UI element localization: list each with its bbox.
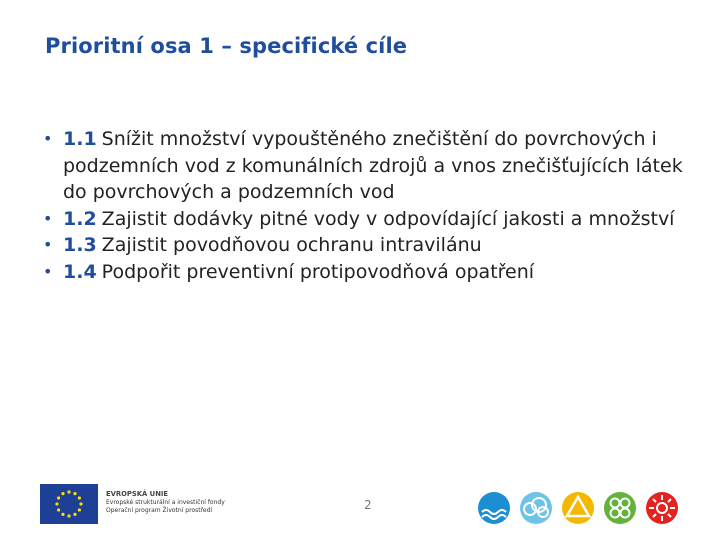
eu-union-label: EVROPSKÁ UNIE [106, 490, 169, 498]
triangle-icon [562, 492, 594, 524]
bullet-number: 1.2 [63, 207, 97, 230]
program-logos [474, 488, 694, 528]
bullet-number: 1.1 [63, 128, 97, 150]
bullet-item [43, 232, 683, 259]
cloud-icon [520, 492, 552, 524]
slide-title: Prioritní osa 1 – specifické cíle [45, 34, 408, 58]
bullet-dot-icon: • [43, 235, 53, 254]
bullet-dot-icon: • [43, 261, 53, 281]
bullet-dot-icon: • [43, 208, 53, 228]
bullet-text: Zajistit dodávky pitné vody v odpovídající jakosti a množství [101, 207, 675, 230]
eu-funds-label: Evropské strukturální a investiční fondy [106, 498, 225, 506]
bullet-item [43, 259, 683, 286]
eu-program-label: Operační program Životní prostředí [106, 507, 213, 515]
bullet-text: Snížit množství vypouštěného znečištění do povrchových i podzemních vod z komunálních zdrojů a vnos znečišťujících látek do povrchových a podzemních vod [63, 128, 683, 203]
sun-icon [646, 492, 678, 524]
page-number: 2 [364, 498, 372, 512]
bullet-list [43, 126, 683, 285]
bullet-number: 1.4 [63, 260, 97, 283]
bullet-item [43, 206, 683, 233]
bullet-number: 1.3 [63, 234, 97, 256]
bullet-text: Podpořit preventivní protipovodňová opatření [101, 260, 535, 283]
water-drop-icon [478, 492, 510, 524]
footer [0, 470, 720, 540]
eu-flag-icon [40, 484, 98, 524]
bullet-item [43, 126, 683, 206]
eu-funding-text [106, 490, 286, 516]
bullet-text: Zajistit povodňovou ochranu intravilánu [101, 234, 482, 256]
flower-icon [604, 492, 636, 524]
bullet-dot-icon: • [43, 129, 53, 148]
